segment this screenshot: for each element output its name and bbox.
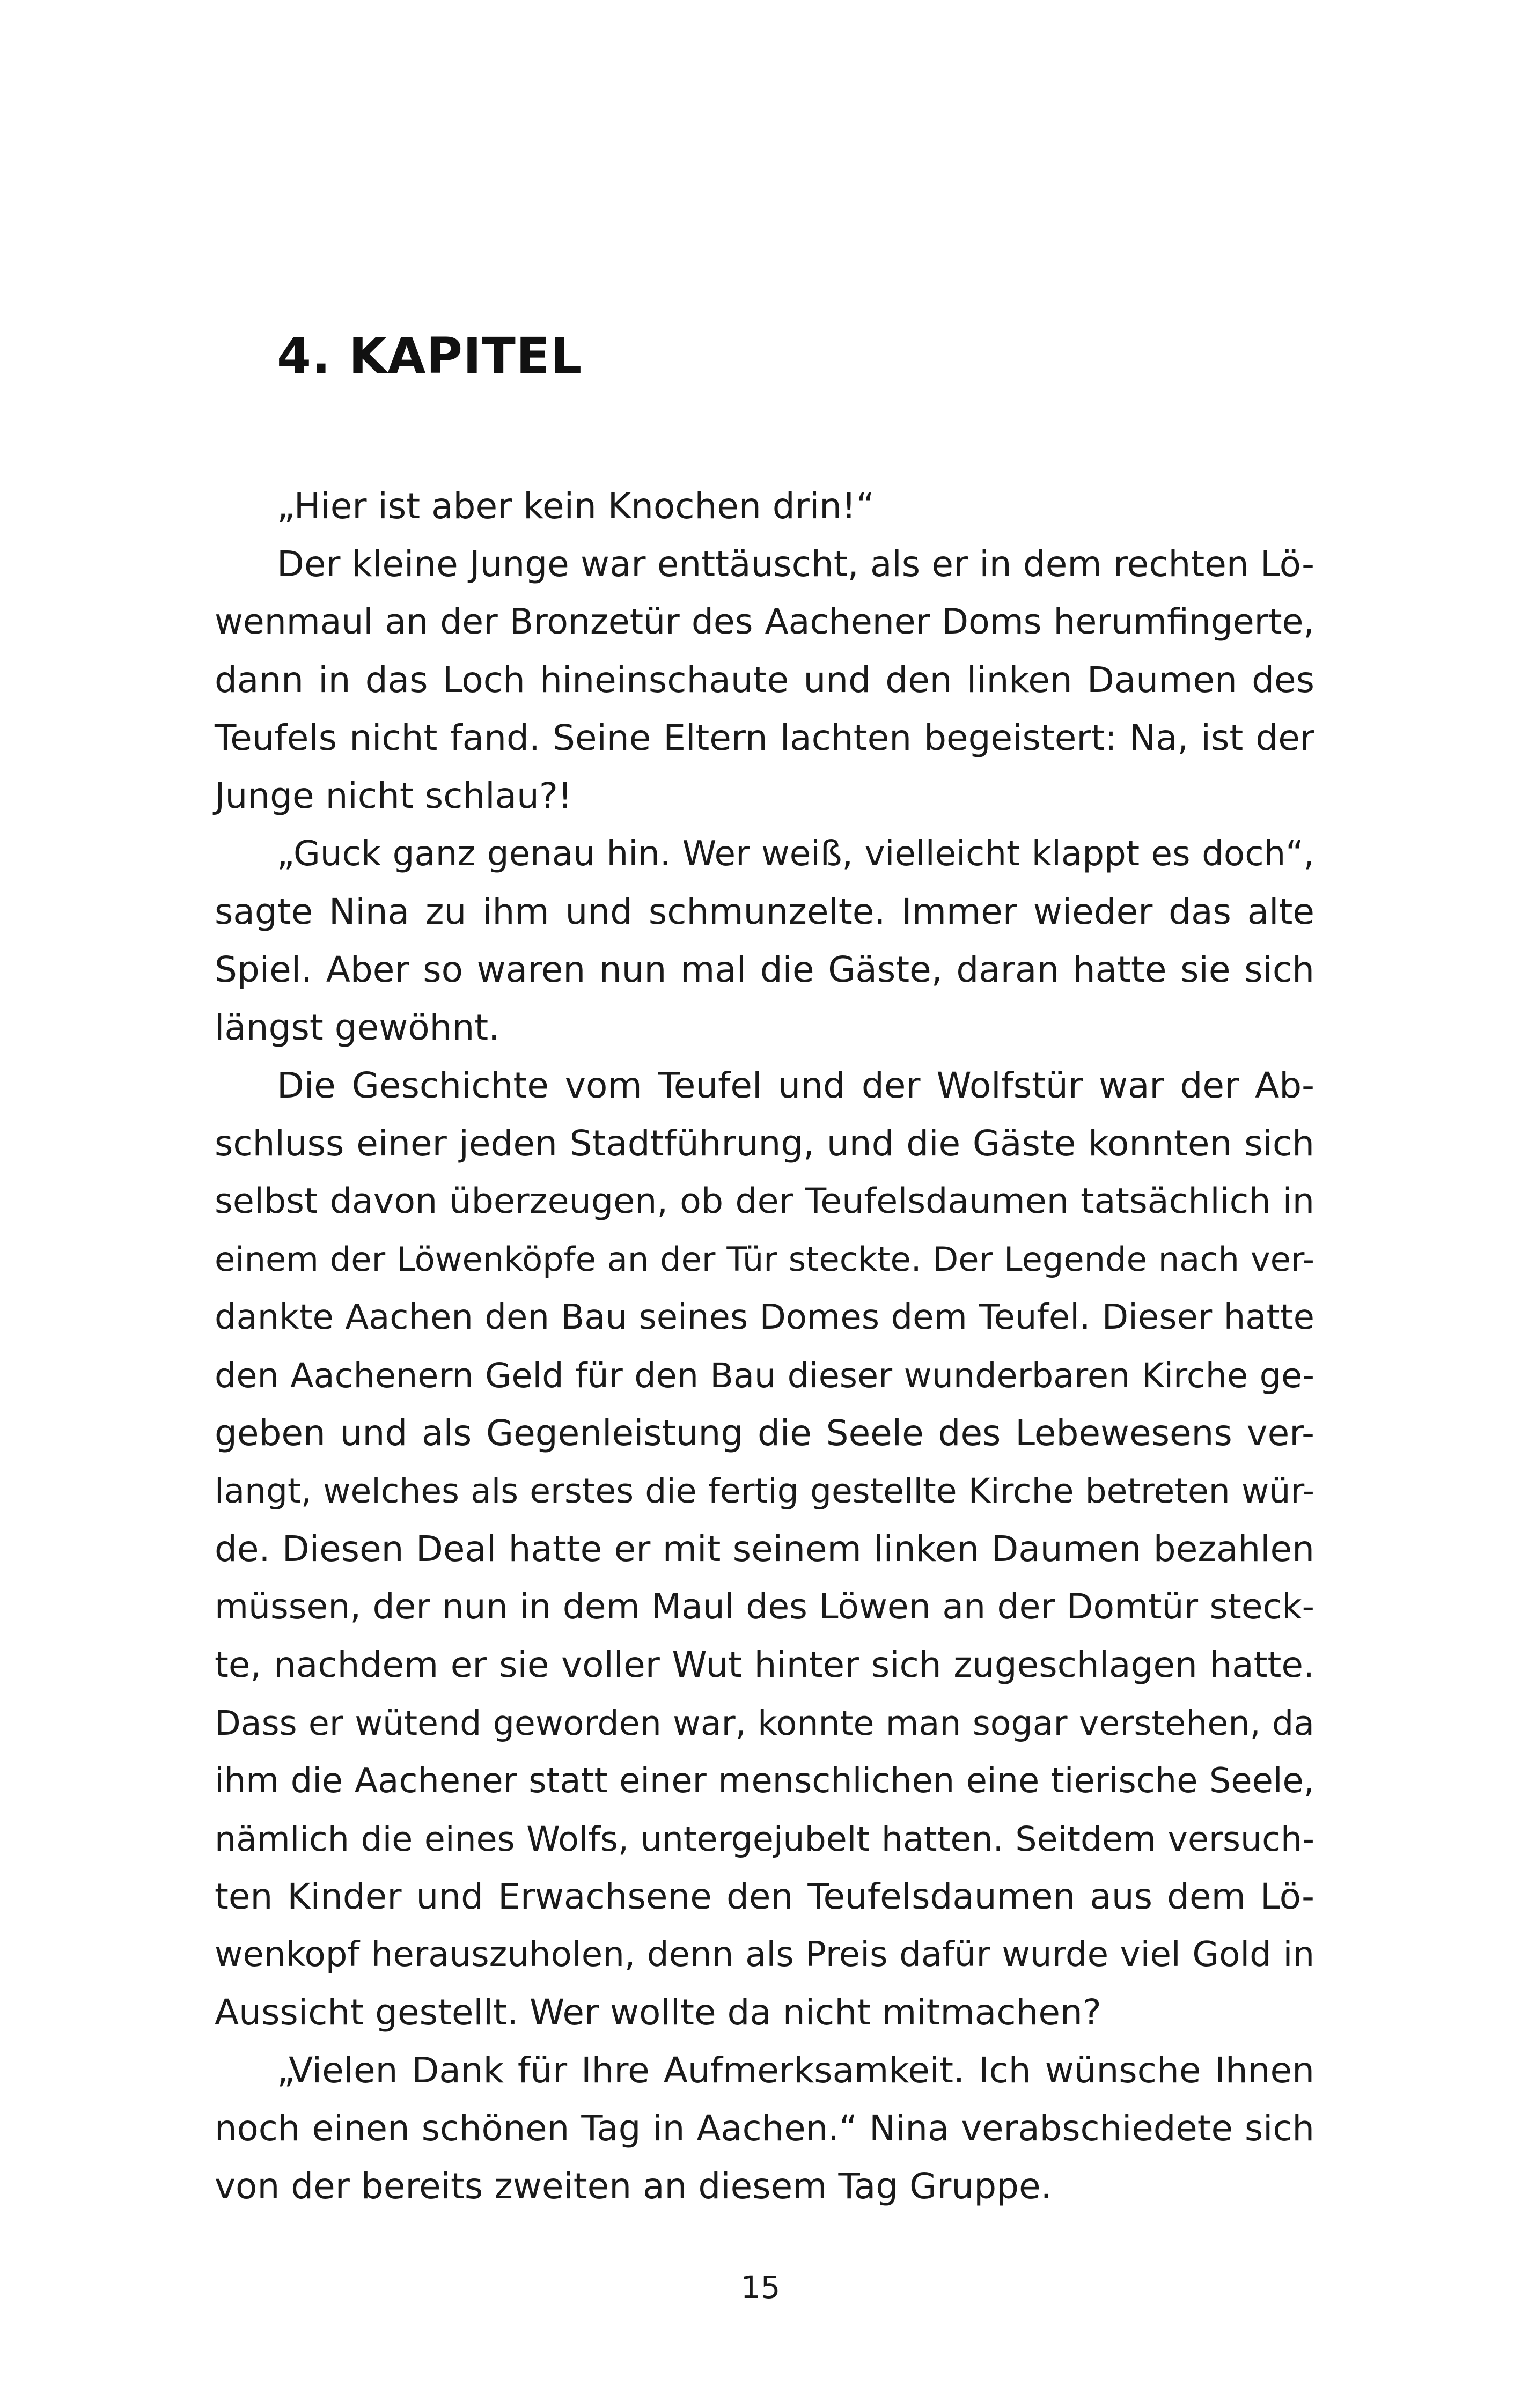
text-line: schluss einer jeden Stadtführung, und die Gäste konnten sich	[215, 1123, 1314, 1164]
text-line: ihm die Aachener statt einer menschlichen eine tierische Seele,	[215, 1761, 1314, 1801]
text-line: langt, welches als erstes die fertig gestellte Kirche betreten wür-	[215, 1471, 1314, 1511]
text-line: de. Diesen Deal hatte er mit seinem linken Daumen bezahlen	[215, 1528, 1314, 1570]
text-line: längst gewöhnt.	[215, 1007, 500, 1048]
text-line: te, nachdem er sie voller Wut hinter sich zugeschlagen hatte.	[215, 1644, 1314, 1685]
text-line: Aussicht gestellt. Wer wollte da nicht mitmachen?	[215, 1992, 1101, 2033]
text-line: müssen, der nun in dem Maul des Löwen an der Domtür steck-	[215, 1587, 1314, 1627]
text-line: ten Kinder und Erwachsene den Teufelsdaumen aus dem Lö-	[215, 1876, 1314, 1917]
text-line: Die Geschichte vom Teufel und der Wolfstür war der Ab-	[277, 1065, 1314, 1106]
text-line: einem der Löwenköpfe an der Tür steckte. Der Legende nach ver-	[215, 1240, 1314, 1279]
text-line: dann in das Loch hineinschaute und den linken Daumen des	[215, 659, 1314, 701]
text-line: geben und als Gegenleistung die Seele des Lebewesens ver-	[215, 1412, 1314, 1454]
text-line: nämlich die eines Wolfs, untergejubelt hatten. Seitdem versuch-	[215, 1819, 1314, 1859]
text-line: Teufels nicht fand. Seine Eltern lachten begeistert: Na, ist der	[215, 717, 1314, 759]
text-line: „Guck ganz genau hin. Wer weiß, vielleicht klappt es doch“,	[277, 834, 1314, 874]
text-line: „Hier ist aber kein Knochen drin!“	[277, 485, 875, 527]
text-line: selbst davon überzeugen, ob der Teufelsdaumen tatsächlich in	[215, 1181, 1314, 1221]
text-line: sagte Nina zu ihm und schmunzelte. Immer wieder das alte	[215, 891, 1314, 932]
page-number: 15	[740, 2269, 781, 2306]
text-line: „Vielen Dank für Ihre Aufmerksamkeit. Ich wünsche Ihnen	[277, 2050, 1314, 2091]
text-line: Dass er wütend geworden war, konnte man sogar verstehen, da	[215, 1703, 1314, 1743]
text-line: dankte Aachen den Bau seines Domes dem Teufel. Dieser hatte	[215, 1298, 1314, 1337]
text-line: Der kleine Junge war enttäuscht, als er in dem rechten Lö-	[277, 543, 1314, 585]
chapter-body-text	[215, 477, 1314, 2215]
text-line: Spiel. Aber so waren nun mal die Gäste, daran hatte sie sich	[215, 949, 1314, 990]
text-line: wenkopf herauszuholen, denn als Preis dafür wurde viel Gold in	[215, 1934, 1314, 1975]
chapter-title: 4. KAPITEL	[277, 327, 583, 385]
text-line: noch einen schönen Tag in Aachen.“ Nina verabschiedete sich	[215, 2108, 1314, 2149]
text-line: den Aachenern Geld für den Bau dieser wunderbaren Kirche ge-	[215, 1356, 1314, 1395]
text-line: wenmaul an der Bronzetür des Aachener Doms herumfingerte,	[215, 602, 1314, 642]
text-line: von der bereits zweiten an diesem Tag Gruppe.	[215, 2166, 1052, 2207]
text-line: Junge nicht schlau?!	[215, 775, 572, 816]
